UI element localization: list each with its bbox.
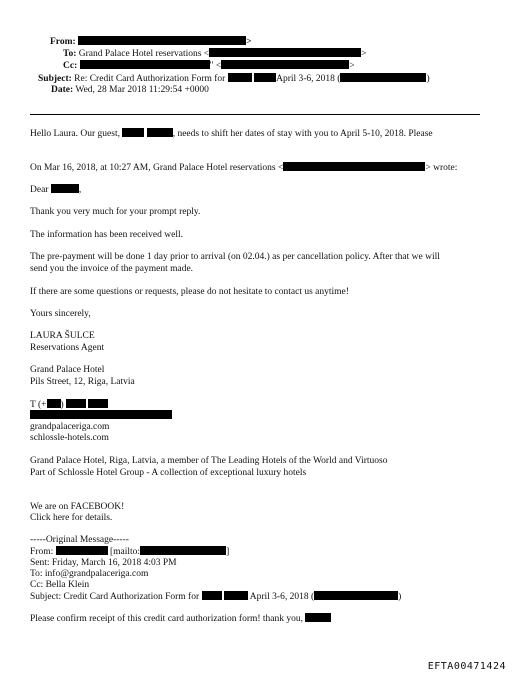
from-label: From: — [50, 37, 76, 47]
cc-mid: " < — [209, 61, 222, 71]
original-message-divider: -----Original Message----- — [30, 535, 129, 545]
original-from — [30, 546, 229, 558]
redaction-bar — [221, 60, 349, 69]
hello-line — [30, 128, 433, 140]
website-link[interactable]: schlossle-hotels.com — [30, 433, 109, 443]
redaction-bar — [147, 128, 173, 137]
thanks-line: Thank you very much for your prompt reply. — [30, 207, 201, 217]
received-line: The information has been received well. — [30, 230, 183, 240]
to-label: To: — [63, 49, 77, 59]
subject-label: Subject: — [38, 74, 72, 84]
o-subject-dates: April 3-6, 2018 ( — [249, 592, 315, 602]
date-value: Wed, 28 Mar 2018 11:29:54 +0000 — [75, 85, 209, 95]
subject-dates: April 3-6, 2018 ( — [276, 74, 341, 84]
angle: > — [361, 49, 367, 59]
bracket: ] — [226, 547, 230, 557]
original-cc: Cc: Bella Klein — [30, 580, 90, 590]
hello-b: , needs to shift her dates of stay with you to April 5-10, 2018. Please — [172, 129, 433, 139]
redaction-bar — [30, 410, 172, 419]
o-subject: Subject: Credit Card Authorization Form for — [30, 592, 200, 602]
details-link[interactable]: Click here for details. — [30, 513, 113, 523]
questions-line: If there are some questions or requests, please do not hesitate to contact us anytime! — [30, 287, 349, 297]
signature-name: LAURA ŠULCE — [30, 331, 95, 341]
redaction-bar — [51, 184, 82, 195]
redaction-bar — [122, 128, 144, 137]
telephone-line: T (+ ) — [30, 399, 108, 411]
paren: ) — [426, 74, 430, 84]
hotel-address: Pils Street, 12, Riga, Latvia — [30, 377, 135, 387]
redaction-bar — [202, 591, 222, 600]
original-to: To: info@grandpalaceriga.com — [30, 569, 149, 579]
facebook-line: We are on FACEBOOK! — [30, 502, 125, 512]
confirm-line — [30, 613, 331, 625]
dear: Dear — [30, 185, 49, 195]
header-to — [63, 48, 367, 60]
redaction-bar — [209, 48, 361, 57]
comma: , — [78, 185, 82, 195]
o-from-label: From: — [30, 547, 54, 557]
quote-line — [30, 162, 457, 174]
header-subject — [38, 73, 430, 85]
redaction-bar — [66, 399, 86, 408]
o-mailto: [mailto: — [109, 547, 141, 557]
angle: > — [349, 61, 355, 71]
date-label: Date: — [51, 85, 74, 95]
header-cc — [63, 60, 355, 72]
dear-line — [30, 184, 81, 196]
redaction-bar — [305, 613, 331, 622]
redaction-bar — [314, 591, 398, 600]
redaction-bar — [254, 73, 276, 82]
header-divider — [30, 114, 480, 115]
quote-b: > wrote: — [425, 163, 458, 173]
signature-title: Reservations Agent — [30, 343, 105, 353]
subject-prefix: Re: Credit Card Authorization Form for — [74, 74, 226, 84]
header-from — [50, 36, 251, 48]
redacted-contact-line — [30, 410, 172, 422]
redaction-bar — [224, 591, 248, 600]
membership-line-2: Part of Schlossle Hotel Group - A collection of exceptional luxury hotels — [30, 468, 307, 478]
redaction-bar — [228, 73, 252, 82]
redaction-bar — [78, 36, 246, 45]
redaction-bar — [88, 399, 108, 408]
cc-label: Cc: — [63, 61, 78, 71]
to-value: Grand Palace Hotel reservations < — [78, 49, 210, 59]
sincerely-line: Yours sincerely, — [30, 309, 91, 319]
paren: ) — [398, 592, 402, 602]
prepay-line-1: The pre-payment will be done 1 day prior to arrival (on 02.04.) as per cancellation policy. After that we will — [30, 252, 440, 262]
redaction-bar — [56, 546, 108, 555]
original-subject — [30, 591, 401, 603]
quote-a: On Mar 16, 2018, at 10:27 AM, Grand Palace Hotel reservations < — [30, 163, 284, 173]
prepay-line-2: send you the invoice of the payment made. — [30, 264, 194, 274]
original-sent: Sent: Friday, March 16, 2018 4:03 PM — [30, 558, 177, 568]
redaction-bar — [283, 162, 425, 171]
redaction-bar — [340, 73, 426, 82]
document-id: EFTA00471424 — [427, 661, 506, 672]
angle: > — [246, 37, 252, 47]
header-date — [51, 85, 209, 96]
confirm-text: Please confirm receipt of this credit card authorization form! thank you, — [30, 614, 304, 624]
redaction-bar — [140, 546, 226, 555]
website-link[interactable]: grandpalaceriga.com — [30, 422, 110, 432]
redaction-bar — [47, 399, 61, 408]
tel-prefix: T (+ — [30, 400, 47, 410]
redaction-bar — [80, 60, 210, 69]
membership-line-1: Grand Palace Hotel, Riga, Latvia, a member of The Leading Hotels of the World and Virtuoso — [30, 456, 388, 466]
hello-a: Hello Laura. Our guest, — [30, 129, 120, 139]
hotel-name: Grand Palace Hotel — [30, 365, 105, 375]
